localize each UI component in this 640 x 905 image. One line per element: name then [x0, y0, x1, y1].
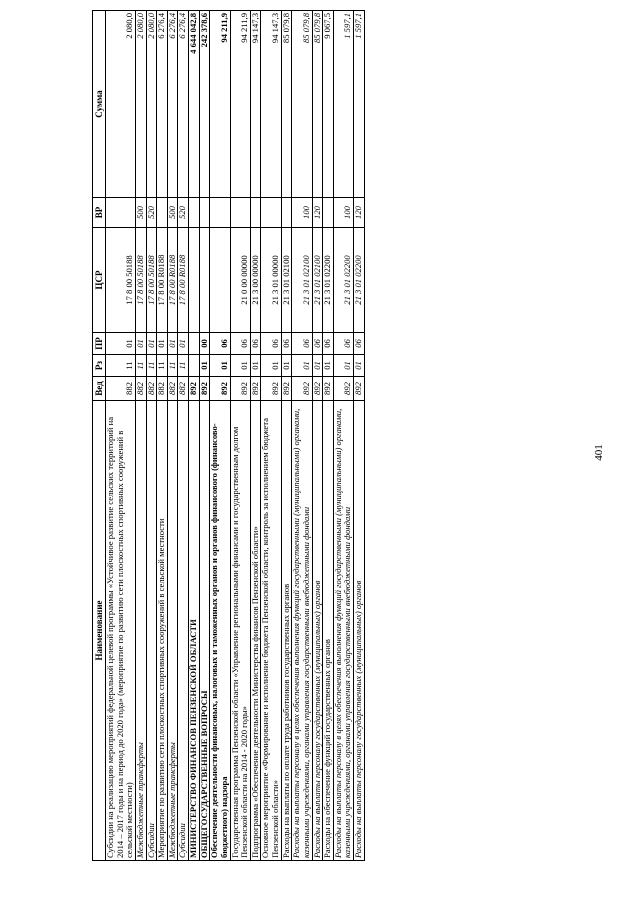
table-row [189, 11, 200, 861]
table-row [333, 11, 353, 861]
cell-ved: 892 [210, 377, 230, 401]
table-row [230, 11, 250, 861]
cell-csr: 21 3 01 02100 [281, 228, 292, 333]
cell-pr: 01 [157, 333, 168, 355]
cell-csr [199, 228, 210, 333]
cell-ved: 892 [199, 377, 210, 401]
cell-rz: 11 [106, 355, 136, 377]
cell-sum: 6 276,4 [167, 11, 178, 198]
cell-pr: 06 [281, 333, 292, 355]
table-row [281, 11, 292, 861]
cell-csr: 17 8 00 50188 [146, 228, 157, 333]
header-csr: ЦСР [93, 228, 106, 333]
cell-ved: 882 [157, 377, 168, 401]
cell-ved: 882 [106, 377, 136, 401]
cell-name: Расходы на выплаты по оплате труда работников государственных органов [281, 401, 292, 861]
cell-vr [189, 198, 200, 228]
cell-rz: 01 [354, 355, 365, 377]
cell-rz: 11 [178, 355, 189, 377]
cell-ved: 892 [250, 377, 261, 401]
cell-rz: 01 [281, 355, 292, 377]
cell-sum: 85 079,8 [292, 11, 312, 198]
cell-ved: 892 [333, 377, 353, 401]
cell-pr: 01 [178, 333, 189, 355]
cell-vr [250, 198, 261, 228]
cell-sum: 85 079,8 [312, 11, 323, 198]
cell-name: Расходы на выплаты персоналу государственных (муниципальных) органов [354, 401, 365, 861]
cell-sum: 1 597,1 [354, 11, 365, 198]
cell-pr: 01 [135, 333, 146, 355]
cell-rz: 11 [135, 355, 146, 377]
header-rz: Рз [93, 355, 106, 377]
cell-vr [281, 198, 292, 228]
cell-csr: 21 3 01 02200 [354, 228, 365, 333]
cell-vr [157, 198, 168, 228]
cell-rz: 01 [261, 355, 281, 377]
cell-rz: 01 [312, 355, 323, 377]
cell-rz: 01 [210, 355, 230, 377]
cell-rz: 11 [157, 355, 168, 377]
cell-vr: 100 [292, 198, 312, 228]
table-row [178, 11, 189, 861]
cell-name: Межбюджетные трансферты [167, 401, 178, 861]
cell-rz: 01 [199, 355, 210, 377]
table-header-row [93, 11, 106, 861]
cell-pr: 00 [199, 333, 210, 355]
table-row [199, 11, 210, 861]
budget-table [92, 10, 365, 861]
cell-pr: 06 [250, 333, 261, 355]
cell-rz: 11 [167, 355, 178, 377]
cell-rz: 01 [230, 355, 250, 377]
header-sum: Сумма [93, 11, 106, 198]
cell-vr [210, 198, 230, 228]
table-row [106, 11, 136, 861]
cell-pr: 06 [210, 333, 230, 355]
cell-vr [323, 198, 334, 228]
cell-csr: 21 0 00 00000 [230, 228, 250, 333]
table-row [261, 11, 281, 861]
cell-name: Расходы на обеспечение функций государственных органов [323, 401, 334, 861]
cell-sum: 94 211,9 [230, 11, 250, 198]
cell-name: Субсидии [178, 401, 189, 861]
cell-csr: 21 3 01 02100 [312, 228, 323, 333]
cell-vr [106, 198, 136, 228]
cell-rz: 01 [323, 355, 334, 377]
cell-csr: 17 8 00 R0188 [178, 228, 189, 333]
cell-name: Расходы на выплаты персоналу в целях обеспечения выполнения функций государственными (муниципальными) органами, казенными учреждениями, органами управления государственными внебюджетными фондами [333, 401, 353, 861]
cell-name: ОБЩЕГОСУДАРСТВЕННЫЕ ВОПРОСЫ [199, 401, 210, 861]
cell-vr: 120 [354, 198, 365, 228]
cell-csr: 21 3 01 02200 [333, 228, 353, 333]
cell-sum: 94 147,3 [250, 11, 261, 198]
cell-rz: 01 [250, 355, 261, 377]
cell-sum: 6 276,4 [157, 11, 168, 198]
cell-name: Субсидии на реализацию мероприятий федеральной целевой программы «Устойчивое развитие сельских территорий на 2014 – 2017 годы и на период до 2020 года» (мероприятие по развитию сети плоскостных спортивных сооружений в сельской местности) [106, 401, 136, 861]
cell-ved: 892 [189, 377, 200, 401]
cell-vr: 500 [135, 198, 146, 228]
table-row [146, 11, 157, 861]
cell-sum: 9 067,5 [323, 11, 334, 198]
table-row [157, 11, 168, 861]
cell-csr: 17 8 00 50188 [135, 228, 146, 333]
cell-rz: 01 [333, 355, 353, 377]
cell-vr: 120 [312, 198, 323, 228]
cell-ved: 882 [167, 377, 178, 401]
cell-name: Обеспечение деятельности финансовых, налоговых и таможенных органов и органов финансового (финансово-бюджетного) надзора [210, 401, 230, 861]
cell-sum: 2 080,0 [106, 11, 136, 198]
cell-ved: 892 [230, 377, 250, 401]
cell-pr: 01 [167, 333, 178, 355]
cell-pr: 06 [292, 333, 312, 355]
table-row [210, 11, 230, 861]
table-row [135, 11, 146, 861]
cell-vr: 520 [146, 198, 157, 228]
header-vr: ВР [93, 198, 106, 228]
cell-vr [199, 198, 210, 228]
cell-csr: 21 3 01 02100 [292, 228, 312, 333]
cell-vr: 500 [167, 198, 178, 228]
cell-pr: 01 [106, 333, 136, 355]
table-row [312, 11, 323, 861]
cell-vr: 100 [333, 198, 353, 228]
table-row [292, 11, 312, 861]
cell-csr: 17 8 00 R0188 [157, 228, 168, 333]
cell-csr: 21 3 01 00000 [261, 228, 281, 333]
table-body [106, 11, 365, 861]
cell-ved: 882 [178, 377, 189, 401]
cell-vr [261, 198, 281, 228]
cell-rz [189, 355, 200, 377]
cell-sum: 85 079,8 [281, 11, 292, 198]
cell-name: Расходы на выплаты персоналу в целях обеспечения выполнения функций государственными (муниципальными) органами, казенными учреждениями, органами управления государственными внебюджетными фондами [292, 401, 312, 861]
header-name: Наименование [93, 401, 106, 861]
cell-ved: 882 [146, 377, 157, 401]
cell-ved: 892 [323, 377, 334, 401]
cell-vr [230, 198, 250, 228]
cell-name: Основное мероприятие «Формирование и исполнение бюджета Пензенской области, контроль за исполнением бюджета Пензенской области» [261, 401, 281, 861]
cell-pr: 06 [323, 333, 334, 355]
cell-name: Межбюджетные трансферты [135, 401, 146, 861]
table-row [167, 11, 178, 861]
page-number: 401 [593, 444, 605, 461]
cell-sum: 94 211,9 [210, 11, 230, 198]
cell-pr: 06 [230, 333, 250, 355]
cell-ved: 892 [261, 377, 281, 401]
cell-csr [189, 228, 200, 333]
cell-vr: 520 [178, 198, 189, 228]
cell-name: Расходы на выплаты персоналу государственных (муниципальных) органов [312, 401, 323, 861]
cell-ved: 892 [292, 377, 312, 401]
cell-sum: 4 644 042,8 [189, 11, 200, 198]
cell-sum: 2 080,0 [135, 11, 146, 198]
cell-pr: 01 [146, 333, 157, 355]
cell-name: Мероприятие по развитию сети плоскостных спортивных сооружений в сельской местности [157, 401, 168, 861]
cell-rz: 01 [292, 355, 312, 377]
cell-sum: 242 378,6 [199, 11, 210, 198]
cell-csr: 21 3 00 00000 [250, 228, 261, 333]
cell-ved: 892 [312, 377, 323, 401]
cell-name: МИНИСТЕРСТВО ФИНАНСОВ ПЕНЗЕНСКОЙ ОБЛАСТИ [189, 401, 200, 861]
cell-ved: 882 [135, 377, 146, 401]
cell-sum: 2 080,0 [146, 11, 157, 198]
header-ved: Вед [93, 377, 106, 401]
cell-csr [210, 228, 230, 333]
cell-pr [189, 333, 200, 355]
cell-pr: 06 [354, 333, 365, 355]
cell-name: Подпрограмма «Обеспечение деятельности Министерства финансов Пензенской области» [250, 401, 261, 861]
cell-name: Субсидии [146, 401, 157, 861]
cell-pr: 06 [312, 333, 323, 355]
cell-rz: 11 [146, 355, 157, 377]
cell-csr: 17 8 00 50188 [106, 228, 136, 333]
cell-csr: 21 3 01 02200 [323, 228, 334, 333]
cell-pr: 06 [333, 333, 353, 355]
cell-sum: 6 276,4 [178, 11, 189, 198]
cell-pr: 06 [261, 333, 281, 355]
header-pr: ПР [93, 333, 106, 355]
cell-sum: 1 597,1 [333, 11, 353, 198]
table-row [323, 11, 334, 861]
table-row [354, 11, 365, 861]
cell-ved: 892 [354, 377, 365, 401]
cell-csr: 17 8 00 R0188 [167, 228, 178, 333]
cell-sum: 94 147,3 [261, 11, 281, 198]
cell-ved: 892 [281, 377, 292, 401]
cell-name: Государственная программа Пензенской области «Управление региональными финансами и государственным долгом Пензенской области на 2014 - 2020 годы» [230, 401, 250, 861]
table-row [250, 11, 261, 861]
